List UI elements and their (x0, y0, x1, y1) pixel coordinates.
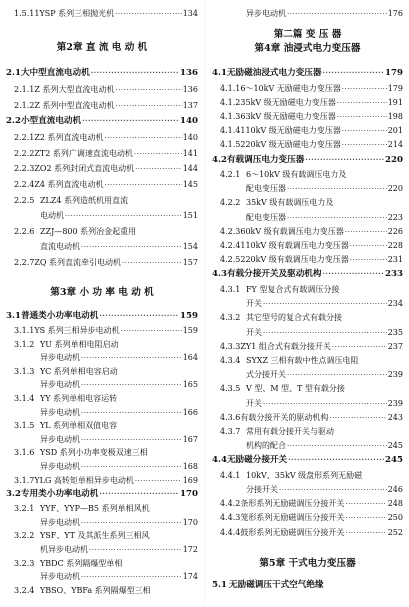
toc-entry-title: 开关 (246, 299, 262, 309)
chapter-heading: 第2章 直 流 电 动 机 (56, 42, 148, 53)
toc-entry-page: 140 (182, 133, 198, 143)
toc-entry[interactable] (14, 340, 198, 350)
toc-entry-title: YLG 高转矩单相异步电动机 (34, 475, 134, 485)
toc-entry-page: 226 (387, 226, 403, 236)
dot-leader (81, 242, 182, 252)
toc-entry-title: YY 系列单相电容运转 (40, 394, 118, 403)
toc-entry-page: 172 (182, 545, 198, 554)
dot-leader (81, 380, 182, 390)
dot-leader (342, 140, 387, 150)
toc-entry-title: ZZJ—800 系列冶金起重用 (40, 226, 137, 236)
toc-entry-page: 141 (182, 148, 198, 158)
toc-entry-page: 233 (385, 269, 403, 280)
toc-entry-title: YBDC 系列隔爆型单相 (40, 558, 123, 568)
toc-entry-title: ZQ 系列直流牵引电动机 (34, 258, 122, 267)
toc-entry-title: Z 系列中型直流电动机 (34, 100, 115, 110)
dot-leader (99, 489, 179, 499)
toc-entry-number: 4.3.4 (220, 355, 241, 365)
dot-leader (135, 476, 182, 486)
dot-leader (105, 180, 182, 190)
toc-entry-page: 237 (387, 341, 403, 351)
toc-entry-number: 2.1 (6, 68, 21, 78)
toc-entry-title: Z4 系列直流电动机 (34, 180, 104, 189)
toc-entry-title: Z2 系列直流电动机 (34, 133, 104, 143)
dot-leader (115, 85, 181, 95)
toc-entry-number: 4.2.1 (220, 170, 241, 179)
toc-entry[interactable] (14, 9, 198, 19)
toc-entry-number: 3.2 (6, 489, 21, 500)
toc-entry-number: 2.2.2 (14, 148, 35, 158)
toc-entry[interactable] (14, 504, 198, 514)
toc-entry-page: 191 (387, 97, 403, 107)
toc-entry-page: 140 (180, 116, 198, 127)
toc-entry-number: 3.1 (6, 311, 21, 321)
toc-entry-title: 直流电动机 (40, 242, 80, 252)
toc-entry-page: 245 (385, 455, 403, 466)
toc-entry[interactable] (246, 370, 403, 380)
toc-entry-title: 110kV 级无励磁电力变压器 (240, 126, 341, 136)
toc-entry[interactable] (40, 211, 198, 221)
toc-entry[interactable] (14, 559, 198, 569)
toc-entry-number: 3.1.3 (14, 366, 35, 376)
toc-entry-title: 专用类小功率电动机 (20, 489, 99, 500)
chapter-heading: 第3章 小 功 率 电 动 机 (50, 287, 154, 298)
toc-entry[interactable] (220, 342, 403, 352)
toc-entry-number: 4.4 (212, 455, 227, 466)
chapter-heading: 第4章 油浸式电力变压器 (254, 43, 361, 54)
toc-entry-number: 3.2.4 (14, 585, 35, 595)
dot-leader (115, 9, 182, 19)
toc-entry-number: 3.1.5 (14, 421, 35, 431)
toc-entry-title: YS 系列三相异步电动机 (34, 326, 120, 335)
dot-leader (337, 98, 387, 108)
toc-section-entry[interactable] (212, 155, 403, 165)
dot-leader (105, 133, 182, 143)
dot-leader (287, 213, 387, 223)
toc-entry[interactable] (220, 84, 403, 94)
toc-entry-page: 145 (182, 180, 198, 189)
toc-entry-number: 4.1.2 (220, 97, 241, 107)
toc-entry-number: 3.2.3 (14, 558, 35, 568)
dot-leader (81, 435, 182, 445)
toc-entry-page: 165 (182, 380, 198, 390)
dot-leader (350, 241, 387, 251)
toc-entry-number: 4.4.4 (220, 527, 241, 537)
toc-entry[interactable] (14, 164, 198, 174)
toc-entry[interactable] (14, 394, 198, 404)
toc-entry-title: 220kV 级无励磁电力变压器 (240, 140, 341, 150)
toc-entry-number: 4.2.5 (220, 255, 241, 265)
dot-leader (82, 116, 179, 126)
dot-leader (323, 269, 385, 279)
toc-entry[interactable] (14, 258, 198, 268)
toc-entry-page: 136 (180, 68, 198, 78)
toc-entry[interactable] (220, 170, 403, 180)
toc-entry-number: 2.2.3 (14, 164, 35, 174)
toc-entry[interactable] (40, 408, 198, 418)
toc-entry[interactable] (14, 326, 198, 336)
toc-entry-title: YSD 系列小功率变极双速三相 (40, 448, 148, 458)
toc-entry-title: YSF、YT 及其派生系列三相风 (40, 531, 150, 541)
toc-entry[interactable] (40, 242, 198, 252)
toc-entry-number: 3.2.2 (14, 531, 35, 541)
toc-entry-page: 167 (182, 434, 198, 444)
toc-entry-title: 其它型号的复合式有载分接 (246, 313, 342, 323)
toc-entry-title: 条形系列无励磁调压分接开关 (240, 499, 345, 509)
dot-leader (134, 149, 182, 159)
toc-entry-page: 198 (387, 111, 403, 121)
toc-entry-title: FY 型复合式有载调压分接 (246, 284, 340, 294)
toc-entry-page: 174 (182, 572, 198, 582)
toc-entry-number: 4.3.7 (220, 426, 241, 436)
dot-leader (342, 126, 387, 136)
toc-entry-page: 239 (387, 370, 403, 380)
dot-leader (345, 227, 387, 237)
toc-entry-title: 大中型直流电动机 (20, 68, 90, 78)
toc-entry[interactable] (220, 313, 403, 323)
toc-entry[interactable] (220, 413, 403, 423)
toc-entry-number: 4.1 (212, 68, 227, 78)
toc-entry-title: 鼓形系列无励磁调压分接开关 (240, 527, 345, 537)
toc-entry-page: 159 (180, 311, 198, 321)
toc-entry-number: 3.2.1 (14, 504, 35, 514)
toc-entry[interactable] (14, 196, 198, 206)
toc-entry-title: 异步电动机 (40, 353, 80, 363)
toc-entry-title: ZY1 组合式有载分接开关 (240, 341, 331, 351)
toc-entry-number: 4.1.4 (220, 126, 241, 136)
toc-entry-number: 2.1.2 (14, 100, 35, 110)
dot-leader (91, 68, 179, 78)
toc-entry-page: 151 (182, 211, 198, 221)
toc-entry-number: 4.3 (212, 269, 227, 280)
toc-section-entry[interactable] (6, 116, 198, 126)
toc-entry-number: 3.1.7 (14, 475, 35, 485)
toc-entry[interactable] (14, 448, 198, 458)
dot-leader (121, 326, 182, 336)
dot-leader (81, 518, 182, 528)
toc-section-entry[interactable] (6, 68, 198, 78)
toc-entry[interactable] (220, 227, 403, 237)
dot-leader (288, 455, 384, 465)
toc-entry[interactable] (246, 299, 403, 309)
toc-entry[interactable] (40, 462, 198, 472)
toc-entry-title: 35kV 级无励磁电力变压器 (240, 97, 336, 107)
toc-entry-title: 无励磁分接开关 (226, 455, 288, 466)
toc-entry[interactable] (220, 471, 403, 481)
toc-entry-title: 机构的配合 (246, 441, 286, 451)
toc-entry-title: ZT2 系列广调速直流电动机 (34, 148, 133, 158)
toc-entry[interactable] (40, 572, 198, 582)
toc-entry-number: 4.3.2 (220, 313, 241, 323)
toc-entry[interactable] (220, 140, 403, 150)
toc-entry-title: 机异步电动机 (40, 545, 88, 554)
dot-leader (99, 311, 179, 321)
toc-entry[interactable] (14, 227, 198, 237)
toc-entry-title: YSP 系列三相抛光机 (39, 9, 115, 18)
toc-entry-title: 配电变压器 (246, 184, 286, 194)
dot-leader (337, 112, 387, 122)
toc-entry-title: 异步电动机 (40, 572, 80, 582)
toc-entry-page: 179 (387, 83, 403, 93)
toc-entry-title: 无励磁调压干式空气绝缘 (229, 580, 324, 590)
toc-entry[interactable] (246, 441, 403, 451)
dot-leader (329, 413, 386, 423)
toc-entry-title: YL 系列单相双值电容 (40, 421, 118, 431)
toc-entry-page: 223 (387, 212, 403, 222)
toc-section-entry[interactable] (212, 455, 403, 465)
toc-entry-number: 4.4.3 (220, 513, 241, 523)
toc-entry-number: 4.4.2 (220, 499, 241, 509)
column-gutter (204, 0, 205, 607)
toc-entry[interactable] (220, 112, 403, 122)
toc-section-entry[interactable] (6, 489, 198, 499)
toc-entry-page: 176 (387, 9, 403, 18)
dot-leader (263, 328, 387, 338)
chapter-heading: 第5章 干式电力变压器 (259, 558, 356, 569)
toc-entry-title: 式分接开关 (246, 370, 286, 380)
toc-entry-number: 4.2.4 (220, 241, 241, 250)
toc-entry-page: 239 (387, 398, 403, 408)
toc-entry[interactable] (246, 399, 403, 409)
toc-entry[interactable] (220, 513, 403, 523)
toc-entry[interactable] (220, 528, 403, 538)
toc-entry-page: 134 (182, 9, 198, 18)
toc-entry[interactable] (40, 435, 198, 445)
toc-entry-title: 无励磁油浸式电力变压器 (226, 68, 322, 78)
toc-entry-page: 170 (182, 517, 198, 527)
dot-leader (305, 155, 384, 165)
dot-leader (350, 255, 387, 265)
toc-entry-number: 4.3.5 (220, 384, 241, 394)
dot-leader (81, 408, 182, 418)
toc-entry[interactable] (220, 255, 403, 265)
toc-entry-number: 2.2.5 (14, 195, 35, 205)
dot-leader (345, 513, 386, 523)
toc-entry[interactable] (220, 499, 403, 509)
toc-entry-page: 214 (387, 140, 403, 150)
toc-entry-page: 250 (387, 513, 403, 523)
toc-entry-title: YBSO、YBFa 系列隔爆型三相 (40, 585, 151, 595)
toc-entry[interactable] (14, 586, 198, 596)
toc-entry-page: 245 (387, 441, 403, 451)
toc-entry-page: 231 (387, 255, 403, 265)
dot-leader (345, 528, 386, 538)
dot-leader (122, 258, 182, 268)
toc-entry-number: 4.4.1 (220, 470, 241, 480)
toc-entry-title: Z 系列大型直流电动机 (34, 85, 115, 94)
toc-entry[interactable] (40, 380, 198, 390)
dot-leader (332, 342, 387, 352)
toc-entry-title: 6～10kV 级有载调压电力及 (246, 170, 347, 179)
toc-entry-title: 异步电动机 (246, 9, 286, 18)
toc-entry-number: 2.1.1 (14, 85, 35, 94)
toc-entry-title: 异步电动机 (40, 517, 80, 527)
toc-entry-number: 2.2.1 (14, 133, 35, 143)
toc-entry[interactable] (220, 427, 403, 437)
toc-entry[interactable] (220, 285, 403, 295)
toc-entry-title: 电动机 (40, 211, 64, 221)
toc-entry[interactable] (14, 531, 198, 541)
toc-entry-title: SYXZ 三相有载中性点调压电阻 (246, 355, 359, 365)
toc-entry-page: 252 (387, 527, 403, 537)
toc-section-entry[interactable] (212, 580, 403, 590)
dot-leader (287, 184, 387, 194)
dot-leader (89, 545, 182, 555)
dot-leader (279, 485, 387, 495)
toc-entry-title: 配电变压器 (246, 212, 286, 222)
toc-entry-number: 4.3.6 (220, 412, 241, 422)
dot-leader (287, 9, 387, 19)
toc-entry-title: 有载分接开关及驱动机构 (226, 269, 322, 280)
toc-entry-page: 169 (182, 475, 198, 485)
toc-entry-title: 开关 (246, 327, 262, 337)
toc-entry-page: 220 (387, 184, 403, 194)
toc-entry-number: 2.2.4 (14, 180, 35, 189)
dot-leader (263, 299, 387, 309)
toc-entry-title: YC 系列单相电容启动 (40, 366, 118, 376)
toc-entry-title: 异步电动机 (40, 407, 80, 417)
toc-entry-title: 220kV 级有载调压电力变压器 (240, 255, 349, 265)
toc-entry-page: 246 (387, 485, 403, 494)
toc-entry[interactable] (246, 9, 403, 19)
toc-entry-title: 110kV 级有载调压电力变压器 (240, 241, 349, 250)
toc-entry-number: 4.2.2 (220, 198, 241, 208)
toc-entry-title: 有载分接开关的驱动机构 (240, 412, 329, 422)
toc-entry-number: 3.1.4 (14, 394, 35, 403)
toc-entry-page: 234 (387, 299, 403, 309)
toc-entry-number: 4.1.5 (220, 140, 241, 150)
toc-section-entry[interactable] (212, 269, 403, 279)
toc-entry-title: ZO2 系列封闭式直流电动机 (34, 164, 135, 174)
toc-entry-page: 136 (182, 85, 198, 94)
toc-entry-page: 157 (182, 258, 198, 267)
dot-leader (135, 164, 182, 174)
toc-entry[interactable] (14, 101, 198, 111)
toc-entry-title: 6～10kV 无励磁电力变压器 (240, 83, 341, 93)
dot-leader (81, 572, 182, 582)
toc-entry-title: 10kV、35kV 级盘形系列无励磁 (246, 470, 363, 480)
toc-entry-page: 154 (182, 242, 198, 252)
toc-entry[interactable] (40, 518, 198, 528)
toc-entry-title: 60kV 级有载调压电力变压器 (240, 226, 344, 236)
toc-section-entry[interactable] (6, 311, 198, 321)
toc-entry-page: 159 (182, 326, 198, 335)
toc-entry[interactable] (246, 328, 403, 338)
toc-entry-page: 164 (182, 353, 198, 363)
toc-entry[interactable] (14, 421, 198, 431)
toc-entry-number: 3.1.1 (14, 326, 35, 335)
toc-entry-title: 异步电动机 (40, 462, 80, 471)
toc-entry-number: 4.1.1 (220, 83, 241, 93)
toc-entry[interactable] (220, 384, 403, 394)
toc-entry-page: 228 (387, 241, 403, 250)
dot-leader (345, 499, 386, 509)
toc-entry-page: 144 (182, 164, 198, 174)
toc-entry-number: 4.2 (212, 154, 227, 165)
toc-entry-page: 170 (180, 489, 198, 500)
toc-entry[interactable] (220, 241, 403, 251)
toc-entry-title: 开关 (246, 398, 262, 408)
toc-entry-number: 1.5.11 (14, 9, 40, 18)
toc-entry[interactable] (14, 367, 198, 377)
toc-entry[interactable] (220, 126, 403, 136)
toc-entry[interactable] (14, 133, 198, 143)
toc-entry-page: 166 (182, 407, 198, 417)
toc-entry[interactable] (14, 149, 198, 159)
dot-leader (115, 101, 181, 111)
dot-leader (81, 462, 182, 472)
toc-entry-page: 179 (385, 68, 403, 78)
dot-leader (323, 68, 385, 78)
toc-entry-number: 2.2.7 (14, 258, 35, 267)
toc-entry-title: YU 系列单相电阻启动 (40, 339, 119, 349)
toc-entry-number: 2.2 (6, 116, 21, 127)
toc-entry-number: 4.3.1 (220, 284, 241, 294)
toc-entry-title: ZLZ4 系列造纸机用直流 (40, 195, 129, 205)
toc-entry[interactable] (220, 356, 403, 366)
toc-entry-page: 137 (182, 100, 198, 110)
toc-entry[interactable] (14, 476, 198, 486)
toc-entry-number: 3.1.6 (14, 448, 35, 458)
toc-entry-title: YYF、YYP—B5 系列单相风机 (40, 504, 150, 514)
toc-entry-number: 4.3.3 (220, 341, 241, 351)
toc-entry-title: 异步电动机 (40, 434, 80, 444)
toc-entry-title: 笼形系列无励磁调压分接开关 (240, 513, 345, 523)
toc-entry-title: 有载调压电力变压器 (226, 154, 305, 165)
toc-entry-title: 异步电动机 (40, 380, 80, 390)
toc-entry-number: 4.2.3 (220, 226, 241, 236)
toc-entry-title: V 型、M 型、T 型有载分接 (246, 384, 345, 394)
toc-entry-page: 168 (182, 462, 198, 471)
toc-entry-title: 小型直流电动机 (20, 116, 82, 127)
dot-leader (263, 399, 387, 409)
part-heading: 第二篇 变 压 器 (273, 29, 342, 40)
toc-entry-title: 普通类小功率电动机 (20, 311, 99, 321)
toc-entry[interactable] (220, 198, 403, 208)
toc-entry-title: 分接开关 (246, 485, 278, 494)
toc-entry-title: 35kV 级有载调压电力及 (246, 198, 334, 208)
toc-entry-page: 248 (387, 499, 403, 509)
toc-entry-title: 63kV 级无励磁电力变压器 (240, 111, 336, 121)
toc-entry[interactable] (40, 353, 198, 363)
toc-entry[interactable] (246, 213, 403, 223)
toc-section-entry[interactable] (212, 68, 403, 78)
toc-entry[interactable] (220, 98, 403, 108)
toc-entry-page: 235 (387, 327, 403, 337)
toc-entry-number: 3.1.2 (14, 339, 35, 349)
dot-leader (287, 370, 387, 380)
dot-leader (65, 211, 182, 221)
toc-entry-number: 5.1 (212, 580, 227, 590)
toc-entry-page: 243 (387, 412, 403, 422)
toc-entry[interactable] (246, 184, 403, 194)
toc-entry-number: 4.1.3 (220, 111, 241, 121)
toc-entry-title: 常用有载分接开关与驱动 (246, 426, 334, 436)
toc-entry-number: 2.2.6 (14, 226, 35, 236)
toc-entry-page: 220 (385, 154, 403, 165)
dot-leader (287, 441, 387, 451)
toc-entry[interactable] (14, 85, 198, 95)
dot-leader (342, 84, 387, 94)
toc-entry-page: 201 (387, 126, 403, 136)
toc-entry[interactable] (40, 545, 198, 555)
toc-entry[interactable] (14, 180, 198, 190)
toc-entry[interactable] (246, 485, 403, 495)
dot-leader (81, 353, 182, 363)
